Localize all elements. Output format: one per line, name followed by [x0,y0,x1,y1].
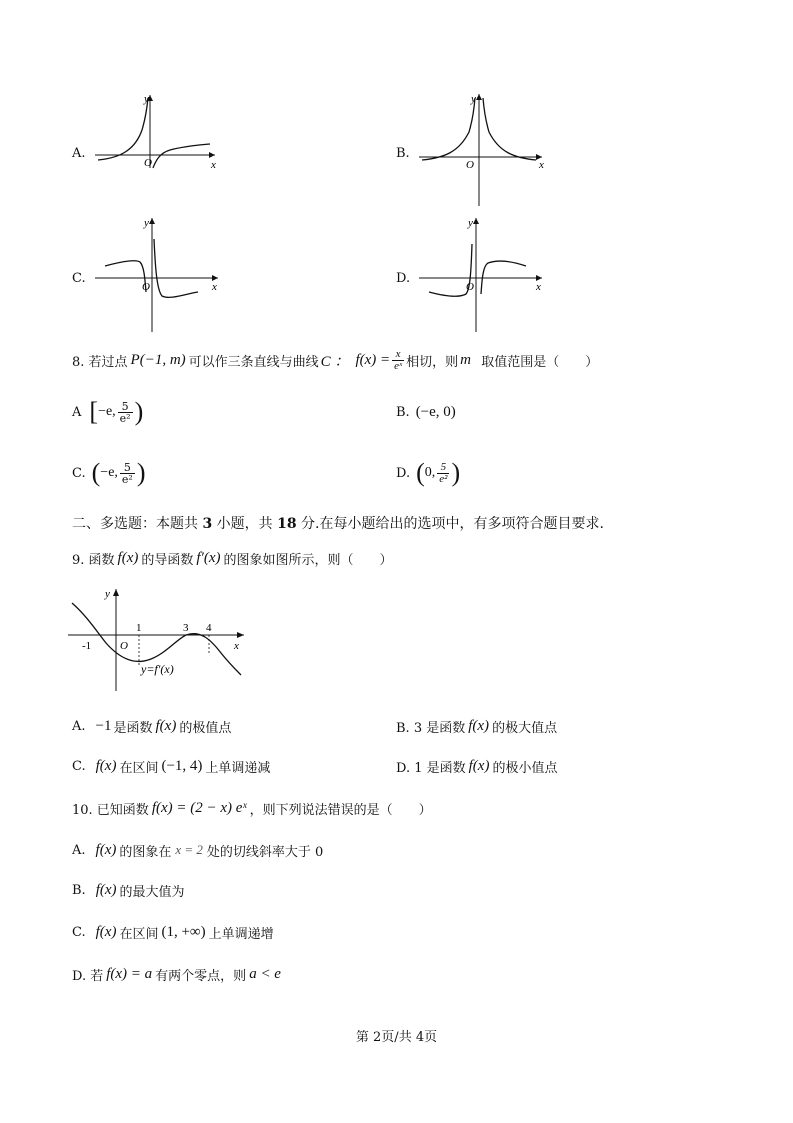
q8-variable: m [460,351,471,368]
q10-option-d[interactable] [72,962,284,986]
section-heading-part: 小题，共 [212,516,278,532]
q10-option-b-text: 的最大值为 [119,884,185,900]
q9-option-d-text: 的极小值点 [492,760,558,776]
q9-option-b-text: 的极大值点 [492,720,558,736]
q7-option-c-label[interactable]: C. [72,271,86,286]
q9-option-a-label: A. [72,718,86,734]
q7-graph-a [90,90,220,170]
origin-label: O [120,640,128,652]
q8-text-end: 取值范围是（ ） [472,354,599,370]
q9-stem [72,546,393,570]
q8-text-suffix: 相切，则 [406,354,459,370]
q10-option-a-fx: f(x) [95,841,117,858]
q8-option-b-label: B. [396,404,410,420]
q8-option-c-right-paren: ) [136,458,146,487]
q9-option-b-label: B. 3 是函数 [396,720,466,736]
q8-fraction-numerator: x [392,349,404,361]
q10-option-d-label: D. 若 [72,968,104,984]
q8-option-a-left-bracket: [ [89,397,99,426]
q9-stem-prefix: 9. 函数 [72,552,115,568]
q9-option-d-label: D. 1 是函数 [396,760,466,776]
q8-stem [72,342,598,378]
q10-option-b[interactable] [72,878,185,902]
q9-option-c-label: C. [72,758,86,774]
origin-label: O [142,281,150,293]
q9-option-d-fx: f(x) [468,757,490,774]
q9-option-a[interactable] [72,714,231,738]
section-heading [72,513,604,533]
x-axis-label: x [539,159,544,171]
q8-option-d-right-paren: ) [451,458,461,487]
section-heading-part: 二、多选题：本题共 [72,516,203,532]
q10-option-d-condition: a < e [249,965,281,982]
q10-option-d-text: 有两个零点，则 [155,968,247,984]
q10-function: f(x) = (2 − x) eˣ [151,799,247,816]
page-footer: 第 2页/共 4页 [355,1030,438,1045]
q8-option-c-fraction [120,462,135,485]
q9-option-d[interactable] [396,754,557,778]
x-axis-label: x [211,159,216,170]
q8-option-c-denominator: e² [121,472,133,486]
q10-option-a-text: 的图象在 [119,844,172,860]
origin-label: O [466,281,474,293]
y-axis-label: y [144,217,149,229]
q9-option-a-text2: 的极值点 [179,720,232,736]
q8-option-d-numerator: 5 [437,462,449,474]
q8-option-a[interactable] [72,392,143,432]
tick-3: 3 [183,622,189,634]
q10-option-a-text2: 处的切线斜率大于 0 [206,844,324,860]
q8-point: P(−1, m) [130,351,186,368]
q7-option-b-label[interactable]: B. [396,146,410,161]
x-axis-label: x [536,281,541,293]
q10-option-c-text: 在区间 [119,926,159,942]
q8-text-prefix: 8. 若过点 [72,354,128,370]
section-heading-count: 3 [202,516,213,532]
q8-option-b-value: (−e, 0) [415,403,456,420]
q10-option-b-fx: f(x) [95,881,117,898]
q10-option-c[interactable] [72,920,274,944]
q10-stem-prefix: 10. 已知函数 [72,802,149,818]
q10-option-a-label: A. [72,842,86,858]
q8-text-mid: 可以作三条直线与曲线 [188,354,319,370]
q9-option-a-value: −1 [95,717,112,734]
q8-option-d-inner: 0, [424,465,436,480]
q9-option-c-interval: (−1, 4) [161,757,203,774]
q9-option-c-text: 在区间 [119,760,159,776]
q9-stem-suffix: 的图象如图所示，则（ ） [223,552,393,568]
y-axis-label: y [468,217,473,229]
q10-option-c-text2: 上单调递增 [208,926,274,942]
q10-option-c-label: C. [72,924,86,940]
q9-option-b-fx: f(x) [468,717,490,734]
q9-derivative-graph [66,585,251,695]
q8-option-d-denominator: e² [439,472,448,485]
x-axis-label: x [234,640,239,652]
q8-option-a-label: A [72,404,82,420]
q8-option-d-fraction [437,462,449,485]
origin-label: O [466,159,474,171]
q9-option-c[interactable] [72,754,270,778]
x-axis-label: x [212,281,217,293]
q8-option-d-left-paren: ( [416,458,425,487]
q7-option-a-label[interactable]: A. [72,146,86,161]
q8-option-a-denominator: e² [119,411,131,425]
q8-option-d[interactable] [396,453,460,493]
q9-stem-mid: 的导函数 [141,552,194,568]
curve-label: y=f′(x) [141,662,174,676]
q8-option-c[interactable] [72,453,146,493]
y-axis-label: y [144,93,149,105]
q8-option-d-label: D. [396,465,411,481]
q8-fraction-denominator: eˣ [394,359,403,372]
q8-option-c-left-paren: ( [91,458,101,487]
tick-neg1: -1 [82,640,92,652]
q9-option-a-fx: f(x) [155,717,177,734]
q10-stem-suffix: ，则下列说法错误的是（ ） [249,802,432,818]
q8-fraction [392,349,404,372]
q10-option-c-interval: (1, +∞) [161,923,206,940]
q10-option-a[interactable] [72,838,323,862]
q8-option-a-fraction [118,401,133,424]
q8-option-a-numerator: 5 [118,401,133,413]
origin-label: O [144,157,152,169]
q8-option-a-right-bracket: ) [134,397,144,426]
tick-4: 4 [206,622,212,634]
q10-stem [72,796,432,820]
q9-fpx: f′(x) [196,549,221,566]
q8-option-c-label: C. [72,465,86,481]
q9-option-a-text: 是函数 [113,720,153,736]
q10-option-c-fx: f(x) [95,923,117,940]
q10-option-a-x: x = 2 [175,842,203,857]
q8-option-c-numerator: 5 [120,462,135,474]
q7-graph-b [414,90,549,208]
q10-option-b-label: B. [72,882,86,898]
q9-option-c-fx: f(x) [95,757,117,774]
y-axis-label: y [471,93,476,105]
q8-option-c-inner: −e, [100,465,118,480]
tick-1: 1 [136,622,142,634]
q8-option-b[interactable] [396,398,456,426]
q8-option-a-inner: −e, [98,404,116,419]
q7-option-d-label[interactable]: D. [396,271,411,286]
q9-option-c-text2: 上单调递减 [205,760,271,776]
q10-option-d-fx: f(x) = a [106,965,153,982]
q8-curve: C ： [320,353,350,370]
section-heading-points: 18 [277,516,297,532]
q8-function: f(x) = [355,351,391,368]
q7-graph-d [414,214,549,334]
q7-graph-c [90,214,225,334]
y-axis-label: y [105,588,110,600]
q9-fx: f(x) [117,549,139,566]
q9-option-b[interactable] [396,714,557,738]
section-heading-part: 分.在每小题给出的选项中，有多项符合题目要求. [296,516,604,532]
